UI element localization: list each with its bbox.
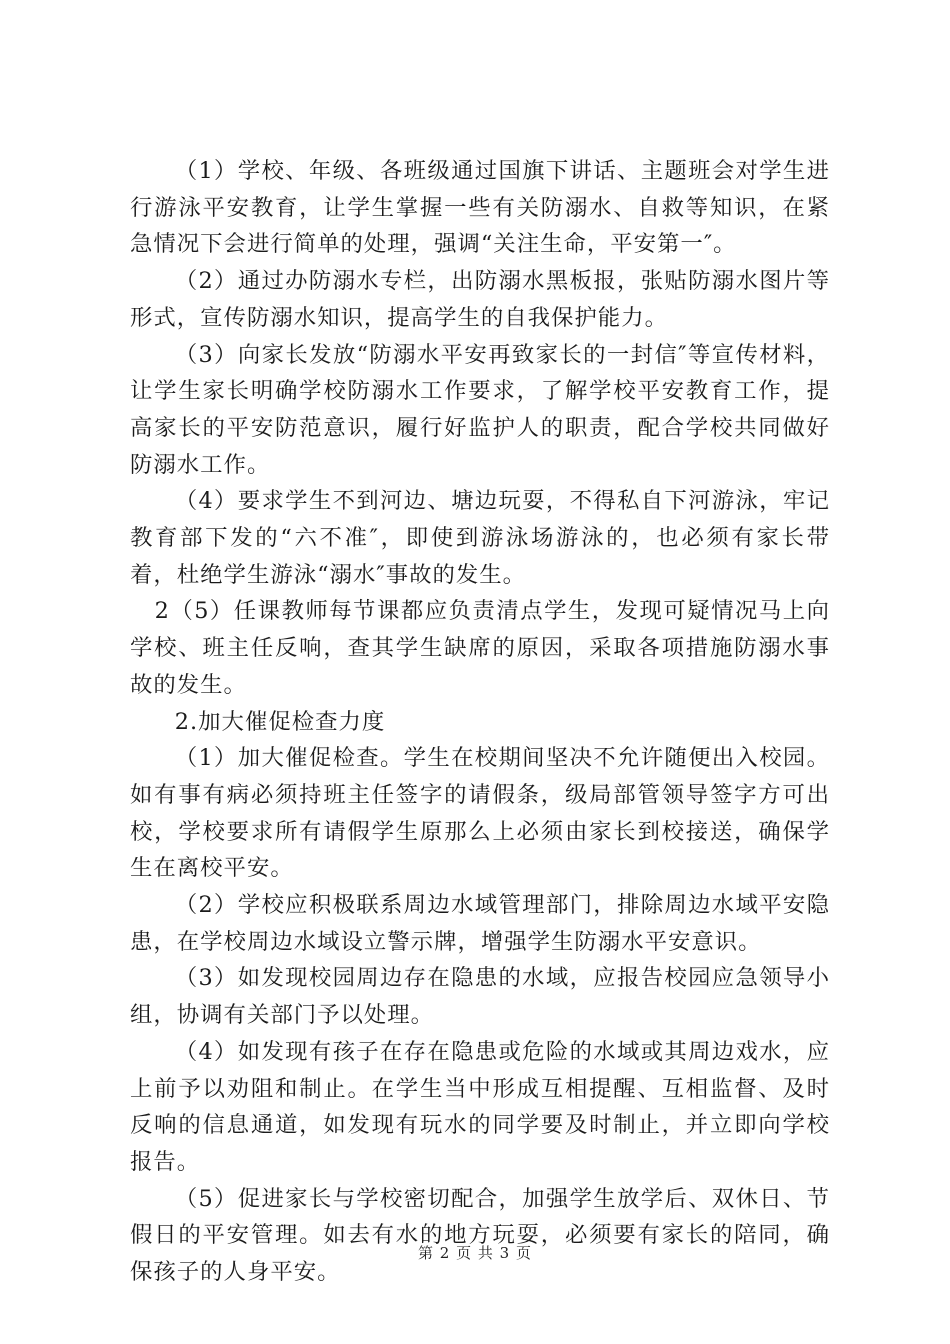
paragraph-2: （2）通过办防溺水专栏，出防溺水黑板报，张贴防溺水图片等形式，宣传防溺水知识，提高学生的自我保护能力。	[130, 268, 830, 331]
paragraph-8: （2）学校应积极联系周边水域管理部门，排除周边水域平安隐患，在学校周边水域设立警示牌，增强学生防溺水平安意识。	[130, 892, 830, 955]
paragraph-9: （3）如发现校园周边存在隐患的水域，应报告校园应急领导小组，协调有关部门予以处理。	[130, 965, 830, 1029]
section-heading: 2.加大催促检查力度	[174, 708, 386, 735]
paragraph-7: （1）加大催促检查。学生在校期间坚决不允许随便出入校园。如有事有病必须持班主任签字的请假条，级局部管领导签字方可出校，学校要求所有请假学生原那么上必须由家长到校接送，确保学生在离校平安。	[130, 745, 830, 882]
page-footer: 第 2 页 共 3 页	[418, 1244, 532, 1262]
paragraph-10: （4）如发现有孩子在存在隐患或危险的水域或其周边戏水，应上前予以劝阻和制止。在学生当中形成互相提醒、互相监督、及时反响的信息通道，如发现有玩水的同学要及时制止，并立即向学校报告。	[130, 1038, 830, 1175]
paragraph-11: （5）促进家长与学校密切配合，加强学生放学后、双休日、节假日的平安管理。如去有水的地方玩耍，必须要有家长的陪同，确保孩子的人身平安。	[130, 1185, 830, 1286]
paragraph-5: 2（5）任课教师每节课都应负责清点学生，发现可疑情况马上向学校、班主任反响，查其学生缺席的原因，采取各项措施防溺水事故的发生。	[130, 598, 830, 698]
paragraph-1: （1）学校、年级、各班级通过国旗下讲话、主题班会对学生进行游泳平安教育，让学生掌握一些有关防溺水、自救等知识，在紧急情况下会进行简单的处理，强调“关注生命，平安第一″。	[130, 158, 830, 258]
document-body	[130, 153, 830, 1291]
paragraph-3: （3）向家长发放“防溺水平安再致家长的一封信″等宣传材料，让学生家长明确学校防溺水工作要求，了解学校平安教育工作，提高家长的平安防范意识，履行好监护人的职责，配合学校共同做好防溺水工作。	[130, 341, 830, 478]
paragraph-4: （4）要求学生不到河边、塘边玩耍，不得私自下河游泳，牢记教育部下发的“六不准″，即使到游泳场游泳的，也必须有家长带着，杜绝学生游泳“溺水″事故的发生。	[130, 488, 830, 588]
